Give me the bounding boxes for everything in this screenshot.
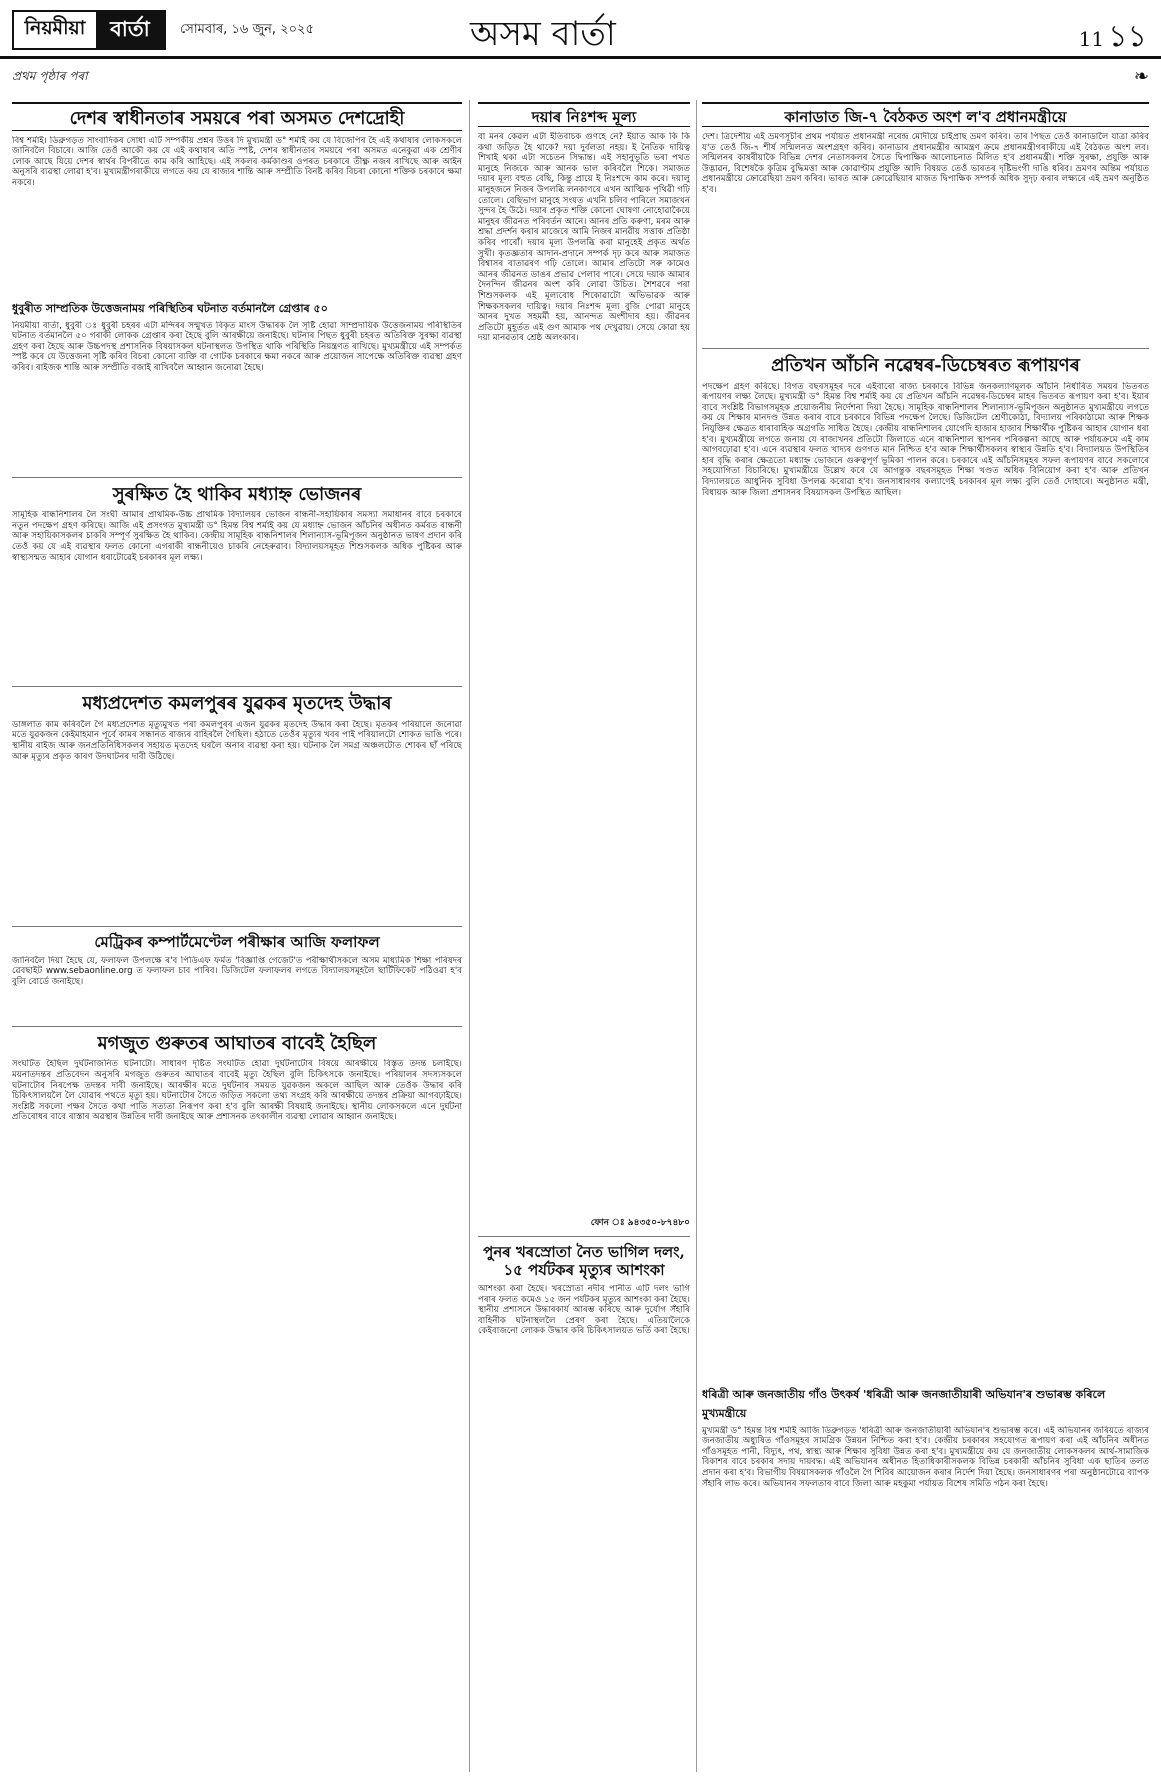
section-title: অসম বাৰ্তা bbox=[470, 14, 616, 54]
article-body-schemes: পদক্ষেপ গ্ৰহণ কৰিছে। বিগত বছৰসমূহৰ দৰে এইবাৰো ৰাজ্য চৰকাৰে বিভিন্ন জনকল্যাণমূলক আঁচনি নিৰ্ধাৰিত সময়ৰ ভিতৰত ৰূপায়ণৰ লক্ষ্য লৈছে। মুখ্যমন্ত্ৰী ড° হিমন্ত বিশ্ব শৰ্মাই কয় যে প্ৰতিখন আঁচনি নৱেম্বৰ-ডিচেম্বৰ মাহৰ ভিতৰত ৰূপায়ণ কৰা হ'ব। ইয়াৰ বাবে সংশ্লিষ্ট বিভাগসমূহক প্ৰয়োজনীয় নিৰ্দেশনা দিয়া হৈছে। সামূহিক ৰান্ধনিশালৰ শিলান্যাস-ভূমিপূজন অনুষ্ঠানত মুখ্যমন্ত্ৰীয়ে লগতে কয় যে শিক্ষাৰ মানদণ্ড উন্নত কৰাৰ বাবে চৰকাৰে বিভিন্ন পদক্ষেপ লৈছে। ডিজিটেল শ্ৰেণীকোঠা, বিদ্যালয় পৰিকাঠামো আৰু শিক্ষক নিযুক্তিৰ ক্ষেত্ৰত ধাৰাবাহিক অগ্ৰগতি সাধিত হৈছে। কেন্দ্ৰীয় ৰান্ধনিশালৰ যোগেদি হাজাৰ হাজাৰ শিক্ষাৰ্থীক পুষ্টিকৰ আহাৰ যোগান ধৰা হ'ব। মুখ্যমন্ত্ৰীয়ে লগতে জনায় যে ৰাজ্যখনৰ প্ৰতিটো জিলাতে এনে ৰান্ধনিশাল স্থাপনৰ পৰিকল্পনা আছে আৰু পৰ্যায়ক্ৰমে এই কাম আগবঢ়োৱা হ'ব। এনে ব্যৱস্থাৰ ফলত খাদ্যৰ গুণগত মান নিশ্চিত হ'ব আৰু শিক্ষাৰ্থীসকলৰ স্বাস্থ্যৰ উন্নতি হ'ব। বিদ্যালয়ত উপস্থিতিৰ হাৰ বৃদ্ধি কৰাৰ ক্ষেত্ৰতো মধ্যাহ্ন ভোজনে গুৰুত্বপূৰ্ণ ভূমিকা পালন কৰে। চৰকাৰে এই আঁচনিসমূহৰ সফল ৰূপায়ণৰ বাবে সকলোৰে সহযোগিতা বিচাৰিছে। মুখ্যমন্ত্ৰীয়ে উল্লেখ কৰে যে আগন্তুক বছৰসমূহত শিক্ষা খণ্ডত অধিক বিনিয়োগ কৰা হ'ব আৰু প্ৰতিখন বিদ্যালয়তে আধুনিক সুবিধা উপলব্ধ কৰোৱা হ'ব। জনসাধাৰণৰ কল্যাণেই চৰকাৰৰ মূল লক্ষ্য বুলি তেওঁ দোহাৰে। অনুষ্ঠানত মন্ত্ৰী, বিধায়ক আৰু জিলা প্ৰশাসনৰ বিষয়াসকল উপস্থিত আছিল। bbox=[702, 381, 1149, 498]
article-body-matric-result: জানিবলৈ দিয়া হৈছে যে, ফলাফল উপলক্ষে ৰ'ব পিডিএফ ফৰ্মত 'বিজ্ঞাপ্তি গেজেট'ত পৰীক্ষাৰ্থীসকলে অসম মাধ্যমিক শিক্ষা পৰিষদৰ ৱেবছাইট www.sebaonline.org ত ফলাফল চাব পাৰিব। ডিজিটেল ফলাফলৰ লগতে বিদ্যালয়সমূহলৈ ছাৰ্টিফিকেট পঠিওৱা হ'ব বুলি বোৰ্ডে জনাইছে। bbox=[12, 955, 462, 987]
logo-part-1: নিয়মীয়া bbox=[14, 12, 96, 48]
article-body-body-recovered: ডাঙ্গলাত কাম কৰিবলৈ গৈ মধ্যপ্ৰদেশত মৃত্যুমুখত পৰা কমলপুৰৰ এজন যুৱকৰ মৃতদেহ উদ্ধাৰ কৰা হৈছে। মৃতকৰ পৰিয়ালে জনোৱা মতে যুৱকজন কেইমাহমান পূৰ্বে কামৰ সন্ধানত ৰাজ্যৰ বাহিৰলৈ গৈছিল। হঠাতে তেওঁৰ মৃত্যুৰ খবৰ পাই পৰিয়ালটো শোকত ভাঙি পৰে। স্থানীয় ৰাইজ আৰু জনপ্ৰতিনিধিসকলৰ সহায়ত মৃতদেহ ঘৰলৈ অনাৰ ব্যৱস্থা কৰা হয়। ঘটনাক লৈ সমগ্ৰ অঞ্চলটোত শোকৰ ছাঁ পৰিছে আৰু মৃত্যুৰ প্ৰকৃত কাৰণ উদঘাটনৰ দাবী উঠিছে। bbox=[12, 719, 462, 762]
article-subhead-tribal-campaign: ধৰিত্ৰী আৰু জনজাতীয় গাঁও উৎকৰ্ষ 'ধৰিত্ৰী আৰু জনজাতীয়াৰী অভিযান'ৰ শুভাৰম্ভ কৰিলে মুখ্যমন্ত্ৰীয়ে bbox=[702, 1387, 1106, 1420]
masthead bbox=[0, 0, 1161, 92]
logo-part-2: বাৰ্তা bbox=[96, 12, 164, 48]
continued-label: প্ৰথম পৃষ্ঠাৰ পৰা bbox=[12, 69, 88, 83]
ornament-icon: ❧ bbox=[1133, 66, 1149, 87]
article-body-midday-meal: সামূহিক ৰান্ধনিশালৰ লৈ সংঘী আমাৰ প্ৰাথমিক-উচ্চ প্ৰাথমিক বিদ্যালয়ৰ ভোজন ৰান্ধনী-সহায়িকাৰ সমস্যা সমাধানৰ বাবে চৰকাৰে নতুন পদক্ষেপ গ্ৰহণ কৰিছে। আজি এই প্ৰসংগত মুখ্যমন্ত্ৰী ড° হিমন্ত বিশ্ব শৰ্মাই কয় যে মধ্যাহ্ন ভোজন আঁচনিৰ অধীনত কৰ্মৰত ৰান্ধনী আৰু সহায়িকাসকলৰ চাকৰি সম্পূৰ্ণ সুৰক্ষিত হৈ থাকিব। কেন্দ্ৰীয় সামূহিক ৰান্ধনিশালৰ শিলান্যাস-ভূমিপূজন অনুষ্ঠানত ভাষণ প্ৰদান কৰি তেওঁ কয় যে এই ব্যৱস্থাৰ ফলত কোনো এগৰাকী ৰান্ধনীয়েও চাকৰি নেহেৰুৱাব। বিদ্যালয়সমূহত শিশুসকলক অধিক পুষ্টিকৰ আৰু স্বাস্থ্যসন্মত আহাৰ যোগান ধৰাটোৱেই চৰকাৰৰ মূল লক্ষ্য। bbox=[12, 510, 462, 563]
article-body-dhubri: নিয়মীয়া বাৰ্তা, ধুবুৰী ঃ ধুবুৰী চহৰৰ এটা মন্দিৰৰ সন্মুখত বিকৃত মাংস উদ্ধাৰক লৈ সৃষ্টি হোৱা সাম্প্ৰদায়িক উত্তেজনাময় পৰিস্থিতিৰ ঘটনাত বৰ্তমানলৈ ৫০ গৰাকী লোকক গ্ৰেপ্তাৰ কৰা হৈছে বুলি আৰক্ষীয়ে জনাইছে। ঘটনাৰ পিছত ধুবুৰী চহৰত অতিৰিক্ত সুৰক্ষা ব্যৱস্থা গ্ৰহণ কৰা হৈছে আৰু উচ্চপদস্থ প্ৰশাসনিক বিষয়াসকল ঘটনাস্থলত উপস্থিত থাকি পৰিস্থিতি নিয়ন্ত্ৰণত ৰাখিছে। মুখ্যমন্ত্ৰীয়ে এই সম্পৰ্কত স্পষ্ট কৰে যে উত্তেজনা সৃষ্টি কৰিব বিচৰা কোনো ব্যক্তি বা গোটক চৰকাৰে ক্ষমা নকৰে আৰু প্ৰয়োজন সাপেক্ষে অতিৰিক্ত ব্যৱস্থা গ্ৰহণ কৰিব। ৰাইজক শান্তি আৰু সম্প্ৰীতি বজাই ৰাখিবলৈ আহ্বান জনোৱা হৈছে। bbox=[12, 320, 462, 373]
issue-date: সোমবাৰ, ১৬ জুন, ২০২৫ bbox=[180, 22, 314, 37]
article-headline-bridge-collapse: পুনৰ খৰস্ৰোতা নৈত ভাগিল দলং, ১৫ পৰ্যটকৰ মৃত্যুৰ আশংকা bbox=[483, 1243, 685, 1279]
divider bbox=[12, 686, 462, 687]
column-middle bbox=[478, 100, 690, 1772]
divider bbox=[12, 1026, 462, 1027]
article-subhead-dhubri: ধুবুৰীত সাম্প্ৰতিক উত্তেজনাময় পৰিস্থিতিৰ ঘটনাত বৰ্তমানলৈ গ্ৰেপ্তাৰ ৫০ bbox=[12, 301, 328, 315]
column-divider-2 bbox=[696, 100, 697, 1772]
divider bbox=[478, 1236, 690, 1237]
article-headline-midday-meal: সুৰক্ষিত হৈ থাকিব মধ্যাহ্ন ভোজনৰ bbox=[112, 483, 362, 505]
article-headline-schemes: প্ৰতিখন আঁচনি নৱেম্বৰ-ডিচেম্বৰত ৰূপায়ণৰ bbox=[771, 355, 1080, 376]
article-body-tribal-campaign: মুখ্যমন্ত্ৰী ড° হিমন্ত বিশ্ব শৰ্মাই আজি ডিব্ৰুগড়ত 'ধৰিত্ৰী আৰু জনজাতীয়াৰী অভিযান'ৰ শুভাৰম্ভ কৰে। এই অভিযানৰ জৰিয়তে ৰাজ্যৰ জনজাতীয় অধ্যুষিত গাঁওসমূহৰ সামগ্ৰিক উন্নয়ন নিশ্চিত কৰা হ'ব। কেন্দ্ৰীয় চৰকাৰৰ সহযোগত ৰূপায়ণ কৰা এই আঁচনিৰ অধীনত গাঁওসমূহত পানী, বিদ্যুৎ, পথ, স্বাস্থ্য আৰু শিক্ষাৰ সুবিধা উন্নত কৰা হ'ব। মুখ্যমন্ত্ৰীয়ে কয় যে জনজাতীয় লোকসকলৰ আৰ্থ-সামাজিক বিকাশৰ বাবে চৰকাৰ সদায় দায়বদ্ধ। এই অভিযানৰ অধীনত হিতাধিকাৰীসকলক বিভিন্ন চৰকাৰী আঁচনিৰ সুবিধা এক ছাতিৰ তলত প্ৰদান কৰা হ'ব। বিভাগীয় বিষয়াসকলক গাঁওলৈ গৈ শিবিৰ আয়োজন কৰাৰ নিৰ্দেশ দিয়া হৈছে। জনসাধাৰণৰ পৰা অনুষ্ঠানটোৱে ব্যাপক সঁহাৰি লাভ কৰে। অভিযানৰ সফলতাৰ বাবে জিলা আৰু মহকুমা পৰ্যায়ত বিশেষ সমিতি গঠন কৰা হৈছে। bbox=[702, 1425, 1149, 1489]
article-headline-matric-result: মেট্ৰিকৰ কম্পাৰ্টমেণ্টেল পৰীক্ষাৰ আজি ফলাফল bbox=[94, 932, 380, 951]
article-body-kindness: বা মনৰ কেৱল এটা ইতিবাচক গুণহে নে? ইয়াত আক কি কি কথা জড়িত হৈ থাকে? দয়া দুৰ্বলতা নহয়। ই নৈতিক দায়িত্ব শিখাই থকা এটা সচেতন সিদ্ধান্ত। এই সহানুভূতি ভৰা পথত মানুহে নিজকে আৰু আনক ভাল কৰিবলৈ শিকে। সমাজত দয়াৰ মূল্য বহুত বেছি, কিন্তু প্ৰায়ে ই নিঃশব্দে কাম কৰে। দয়ালু মানুহজনে নিজৰ উপলব্ধি লনকাণৰে এখন আত্মিক পৃথিৱী গঢ়ি তোলে। বেছিভাগ মানুহে সংযত এখনি চলিব পাৰিলে সমাজখন সুন্দৰ হৈ উঠে। দয়াৰ প্ৰকৃত শক্তি কোনো ঘোষণা নোহোৱাকৈয়ে মানুহৰ জীৱনত পৰিবৰ্তন আনে। আনৰ প্ৰতি কৰুণা, মৰম আৰু শ্ৰদ্ধা প্ৰদৰ্শন কৰাৰ মাজেৰে আমি নিজৰ মানৱীয় সত্তাক প্ৰতিষ্ঠা কৰিব পাৰোঁ। দয়াৰ মূল্য উপলব্ধি কৰা মানুহেই প্ৰকৃত অৰ্থত সুখী। কৃতজ্ঞতাৰ আদান-প্ৰদানে সম্পৰ্ক দৃঢ় কৰে আৰু সমাজত বিশ্বাসৰ বাতাৱৰণ গঢ়ি তোলে। আমাৰ প্ৰতিটো সৰু কামেও আনৰ জীৱনত ডাঙৰ প্ৰভাৱ পেলাব পাৰে। সেয়ে দয়াক আমাৰ দৈনন্দিন জীৱনৰ অংশ কৰি লোৱা উচিত। শৈশৱৰে পৰা শিশুসকলক এই মূল্যবোধ শিকোৱাটো অভিভাৱক আৰু শিক্ষকসকলৰ দায়িত্ব। দয়াৰ নিঃশব্দ মূল্য বুজি পোৱা মানুহে আনৰ দুখত সহমৰ্মী হয়, আনন্দত অংশীদাৰ হয়। জীৱনৰ প্ৰতিটো মুহূৰ্তত এই গুণ আমাক পথ দেখুৱায়। সেয়ে কোৱা হয় দয়া মানৱতাৰ শ্ৰেষ্ঠ অলংকাৰ। bbox=[478, 132, 690, 344]
article-headline-g7-canada: কানাডাত জি-৭ বৈঠকত অংশ ল'ব প্ৰধানমন্ত্ৰীয়ে bbox=[702, 102, 1149, 127]
article-headline-kindness: দয়াৰ নিঃশব্দ মূল্য bbox=[478, 102, 690, 127]
article-headline-body-recovered: মধ্যপ্ৰদেশত কমলপুৰৰ যুৱকৰ মৃতদেহ উদ্ধাৰ bbox=[82, 693, 392, 715]
divider bbox=[12, 477, 462, 478]
article-headline-traitors: দেশৰ স্বাধীনতাৰ সময়ৰে পৰা অসমত দেশদ্ৰোহী bbox=[12, 102, 462, 131]
newspaper-logo bbox=[12, 10, 166, 50]
masthead-rule bbox=[0, 56, 1161, 59]
page-number-latin: 11 bbox=[1078, 27, 1105, 51]
divider bbox=[702, 348, 1149, 349]
column-divider-1 bbox=[469, 100, 470, 1772]
page-number-assamese: ১১ bbox=[1108, 19, 1147, 54]
article-body-traitors: বিশ্ব শৰ্মাই। ডিব্ৰুগড়ত সাংবাদিকৰ সোধা এটি সম্পৰ্কীয় প্ৰশ্নৰ উত্তৰ দি মুখ্যমন্ত্ৰী ড° শৰ্মাই কয় যে বিজেপিৰ হৈ এই কথাষাৰ লোকসকলে জানিবলৈ বিচাৰে। আজি তেওঁ আকৌ কয় যে এই কথাষাৰ অতি স্পষ্ট, দেশৰ স্বাধীনতাৰ সময়ৰে পৰা অসমত এনেকুৱা এক শ্ৰেণীৰ লোক আছে যিয়ে দেশৰ স্বাৰ্থৰ বিপৰীতে কাম কৰি আহিছে। এই সকলৰ কৰ্মকাণ্ডৰ ওপৰত চৰকাৰে তীক্ষ্ণ নজৰ ৰাখিছে আৰু আইন অনুসৰি ব্যৱস্থা লোৱা হ'ব। মুখ্যমন্ত্ৰীগৰাকীয়ে লগতে কয় যে ৰাজ্যৰ শান্তি আৰু সম্প্ৰীতি বিনষ্ট কৰিব বিচৰা কোনো শক্তিক চৰকাৰে ক্ষমা নকৰে। bbox=[12, 135, 462, 188]
column-right bbox=[702, 100, 1149, 1772]
article-headline-head-injury: মগজুত গুৰুতৰ আঘাতৰ বাবেই হৈছিল bbox=[97, 1032, 377, 1054]
article-body-g7-canada: দেশ। ত্ৰিদেশীয় এই ভ্ৰমণসূচীৰ প্ৰথম পৰ্যায়ত প্ৰধানমন্ত্ৰী নৰেন্দ্ৰ মোদীয়ে চাইপ্ৰাছ ভ্ৰমণ কৰিব। তাৰ পিছত তেওঁ কানাডালৈ যাত্ৰা কৰিব য'ত তেওঁ জি-৭ শীৰ্ষ সন্মিলনত অংশগ্ৰহণ কৰিব। কানাডাৰ প্ৰধানমন্ত্ৰীৰ আমন্ত্ৰণ ক্ৰমে প্ৰধানমন্ত্ৰীগৰাকীয়ে এই বৈঠকত অংশ লব। সন্মিলনৰ কাষৰীয়াকৈ বিভিন্ন দেশৰ নেতাসকলৰ সৈতে দ্বিপাক্ষিক আলোচনাত মিলিত হ'ব প্ৰধানমন্ত্ৰী। শক্তি সুৰক্ষা, প্ৰযুক্তি আৰু উদ্ভাৱন, বিশেষকৈ কৃত্ৰিম বুদ্ধিমত্তা আৰু কোৱাণ্টাম প্ৰযুক্তি আদি বিষয়ত তেওঁ ভাৰতৰ দৃষ্টিভংগী দাঙি ধৰিব। ভ্ৰমণৰ অন্তিম পৰ্যায়ত প্ৰধানমন্ত্ৰীয়ে ক্ৰোৱেছিয়া ভ্ৰমণ কৰিব। ভাৰত আৰু ক্ৰোৱেছিয়াৰ মাজত দ্বিপাক্ষিক সম্পৰ্ক অধিক সুদৃঢ় কৰাৰ লক্ষ্যৰে এই ভ্ৰমণ অনুষ্ঠিত হ'ব। bbox=[702, 132, 1149, 195]
column-left bbox=[12, 100, 462, 1772]
article-body-bridge-collapse: আশংকা কৰা হৈছে। খৰস্ৰোতা নদীৰ পানীত এটি দলং ভাগি পৰাৰ ফলত কমেও ১৫ জন পৰ্যটকৰ মৃত্যুৰ আশংকা কৰা হৈছে। স্থানীয় প্ৰশাসনে উদ্ধাৰকাৰ্য আৰম্ভ কৰিছে আৰু দুৰ্যোগ সঁহাৰি বাহিনীক ঘটনাস্থললৈ প্ৰেৰণ কৰা হৈছে। এতিয়ালৈকে কেইবাজনো লোকক উদ্ধাৰ কৰি চিকিৎসালয়ত ভৰ্তি কৰা হৈছে। bbox=[478, 1284, 690, 1337]
contact-phone: ফোন ঃ ৯৪৩৫০-৮৭৪৮০ bbox=[590, 1218, 690, 1228]
divider bbox=[12, 926, 462, 927]
article-body-head-injury: সংঘটিত হৈছিল দুৰ্ঘটনাজনিত ঘটনাটো। সাধাৰণ দৃষ্টিত সংঘটিত হোৱা দুৰ্ঘটনাটোৰ বিষয়ে আৰক্ষীয়ে বিস্তৃত তদন্ত চলাইছে। ময়নাতদন্তৰ প্ৰতিবেদন অনুসৰি মগজুত গুৰুতৰ আঘাতৰ বাবেই মৃত্যু হৈছিল বুলি চিকিৎসকে জনাইছে। পৰিয়ালৰ সদস্যসকলে ঘটনাটোৰ নিৰপেক্ষ তদন্তৰ দাবী জনাইছে। আৰক্ষীৰ মতে দুৰ্ঘটনাৰ সময়ত যুৱকজন অকলে আছিল আৰু তেওঁক উদ্ধাৰ কৰি চিকিৎসালয়লৈ লৈ যোৱাৰ পথতে মৃত্যু হয়। ঘটনাটোৰ সৈতে জড়িত সকলো তথ্য সংগ্ৰহ কৰি আৰক্ষীয়ে তদন্তৰ প্ৰক্ৰিয়া আগবঢ়াইছে। সংশ্লিষ্ট সকলো পক্ষৰ সৈতে কথা পাতি সত্যতা নিৰূপণ কৰা হ'ব বুলি আৰক্ষী বিষয়াই জনাইছে। স্থানীয় লোকসকলে এনে দুৰ্ঘটনা প্ৰতিৰোধৰ বাবে ৰাস্তাৰ অৱস্থাৰ উন্নতিৰ দাবী জনাইছে আৰু প্ৰশাসনক তৎকালীন ব্যৱস্থা লোৱাৰ আহ্বান জনাইছে। bbox=[12, 1059, 462, 1123]
